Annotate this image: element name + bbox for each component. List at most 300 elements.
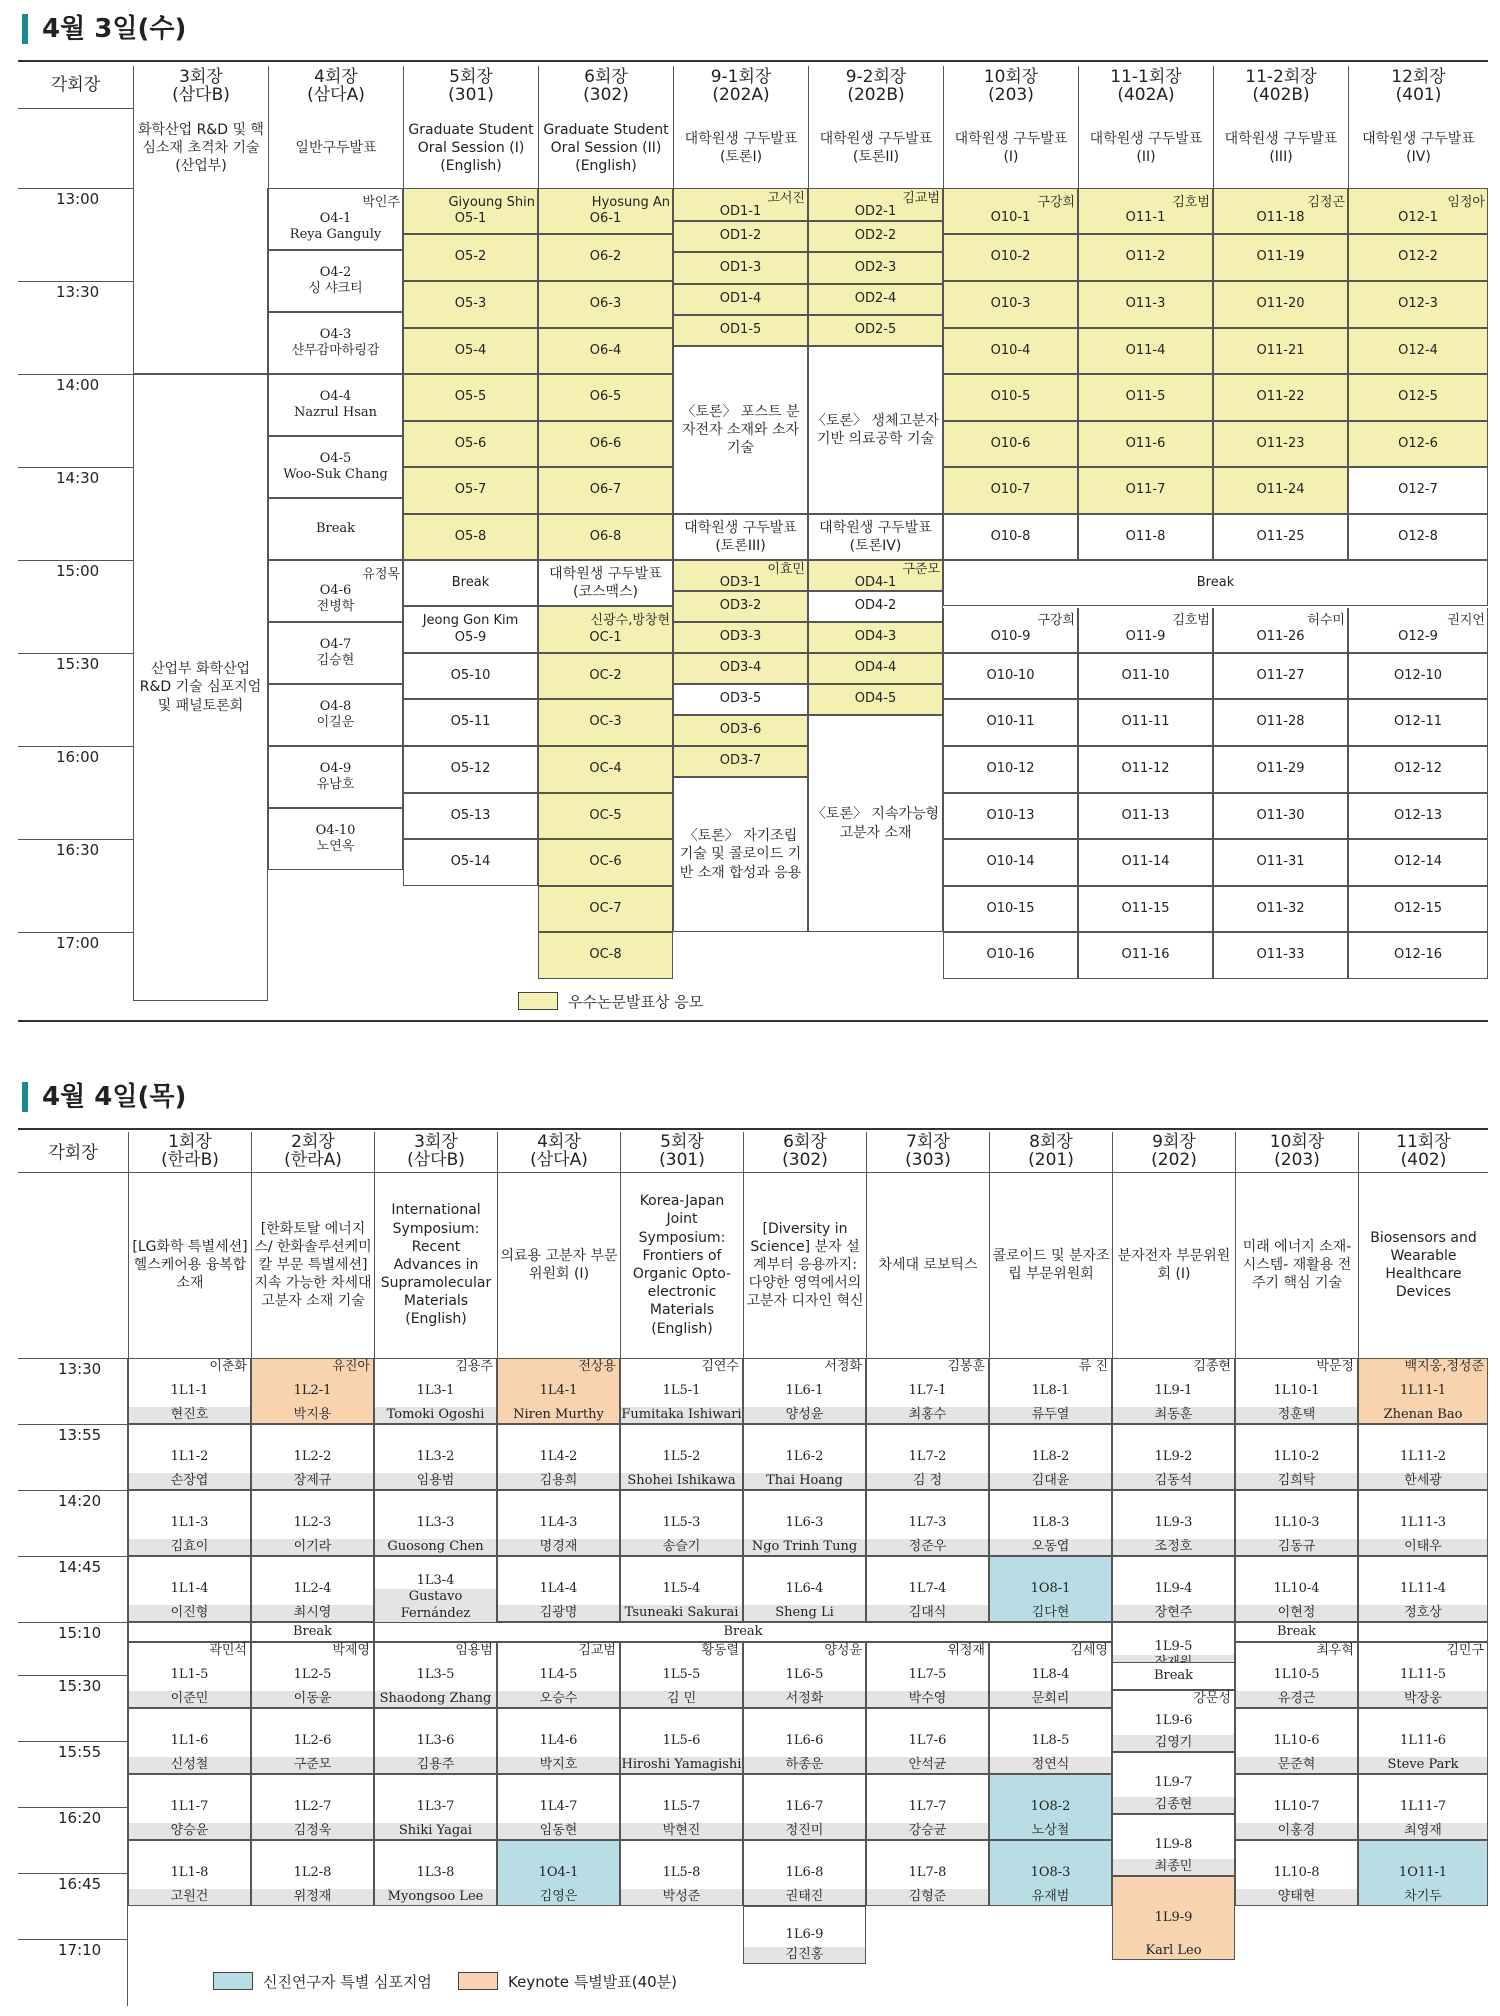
talk-cell — [1235, 1774, 1358, 1840]
time-line — [18, 1741, 128, 1742]
chair-name — [247, 1709, 250, 1725]
talk-cell: OD4-2 — [808, 591, 943, 622]
talk-cell — [1078, 281, 1213, 328]
room-name: 3회장 — [179, 67, 223, 88]
talk-code: O11-29 — [1256, 761, 1305, 777]
talk-cell — [1078, 886, 1213, 932]
talk-code: 1L10-4 — [1273, 1580, 1320, 1596]
talk-code: 1L8-1 — [1031, 1382, 1070, 1398]
chair-name — [985, 1491, 988, 1507]
talk-cell: OD4-5 — [808, 684, 943, 715]
talk-speaker: 김대식 — [867, 1605, 988, 1621]
talk-code: O11-16 — [1121, 947, 1170, 963]
room-sub: (삼다A) — [530, 1150, 588, 1170]
talk-cell — [620, 1556, 743, 1622]
talk-code: 1O11-1 — [1398, 1864, 1448, 1880]
room-topic: 차세대 로보틱스 — [866, 1172, 989, 1358]
room-header-9-2 — [808, 66, 943, 108]
talk-cell — [1348, 839, 1488, 886]
chair-name: 서정화 — [824, 1359, 862, 1374]
talk-cell — [1358, 1642, 1488, 1708]
talk-cell — [497, 1774, 620, 1840]
talk-code: O11-26 — [1256, 628, 1305, 644]
talk-cell — [866, 1642, 989, 1708]
talk-cell — [866, 1840, 989, 1906]
chair-name — [985, 1557, 988, 1573]
chair-name — [1108, 1557, 1111, 1573]
talk-code: O11-4 — [1125, 342, 1166, 358]
talk-cell — [743, 1358, 866, 1424]
talk-cell — [866, 1774, 989, 1840]
talk-cell — [268, 312, 403, 374]
talk-cell — [374, 1424, 497, 1490]
talk-speaker: 김광명 — [498, 1605, 619, 1621]
talk-cell — [1348, 606, 1488, 653]
talk-code: 1L6-1 — [785, 1382, 824, 1398]
talk-code: 1L6-2 — [785, 1448, 824, 1464]
talk-code: O10-16 — [986, 947, 1035, 963]
chair-name — [247, 1425, 250, 1441]
talk-cell — [989, 1642, 1112, 1708]
chair-name: 김용주 — [455, 1359, 493, 1374]
discussion-block: 〈토론〉 지속가능형 고분자 소재 — [808, 715, 943, 932]
talk-speaker: 강승균 — [867, 1823, 988, 1839]
talk-code: 1L11-2 — [1399, 1448, 1447, 1464]
talk-cell: OC-6 — [538, 839, 673, 886]
talk-code: O4-4 — [319, 388, 352, 404]
talk-cell: O5-4 — [403, 328, 538, 374]
talk-speaker: 김진홍 — [744, 1947, 865, 1963]
talk-cell — [251, 1708, 374, 1774]
break-cell: Break — [403, 560, 538, 606]
talk-speaker: 정훈택 — [1236, 1407, 1357, 1423]
talk-cell — [1235, 1840, 1358, 1906]
talk-code: 1L10-8 — [1273, 1864, 1320, 1880]
room-topic: 의료용 고분자 부문위원회 (I) — [497, 1172, 620, 1358]
talk-cell — [989, 1490, 1112, 1556]
talk-cell: OD1-5 — [673, 315, 808, 346]
talk-cell — [989, 1774, 1112, 1840]
talk-code: 1L1-2 — [170, 1448, 209, 1464]
talk-cell — [374, 1840, 497, 1906]
talk-cell — [128, 1840, 251, 1906]
chair-name — [862, 1841, 865, 1857]
chair-name — [1354, 1709, 1357, 1725]
chair-name — [616, 1425, 619, 1441]
talk-cell — [1213, 932, 1348, 979]
talk-speaker: 장현주 — [1113, 1605, 1234, 1621]
room-name: 7회장 — [906, 1132, 950, 1153]
talk-cell: OD3-3 — [673, 622, 808, 653]
talk-cell: O6-6 — [538, 421, 673, 467]
talk-code: O11-28 — [1256, 714, 1305, 730]
chair-name — [616, 1491, 619, 1507]
break-gap — [128, 1622, 251, 1642]
talk-code: 1L4-1 — [539, 1382, 578, 1398]
legend-swatch-yellow — [518, 992, 558, 1010]
talk-cell — [1213, 606, 1348, 653]
talk-cell: OD1-2 — [673, 221, 808, 252]
talk-cell — [268, 188, 403, 250]
room-name: 11-1회장 — [1110, 67, 1182, 88]
talk-speaker: 이태우 — [1359, 1539, 1487, 1555]
talk-code: O4-8 — [319, 698, 352, 714]
chair-name: 박문정 — [1316, 1359, 1354, 1374]
talk-speaker: Karl Leo — [1145, 1942, 1202, 1958]
chair-name — [1484, 1557, 1487, 1573]
talk-cell — [374, 1490, 497, 1556]
talk-code: 1L2-4 — [293, 1580, 332, 1596]
room-sub: (402) — [1400, 1150, 1447, 1170]
talk-cell — [1078, 467, 1213, 514]
talk-code: O4-1 — [319, 210, 352, 226]
talk-speaker: Nazrul Hsan — [294, 405, 377, 420]
chair-name: 이춘화 — [209, 1359, 247, 1374]
room-name: 4회장 — [314, 67, 358, 88]
talk-code: 1L5-5 — [662, 1666, 701, 1682]
talk-speaker: 박지호 — [498, 1757, 619, 1773]
chair-name — [862, 1775, 865, 1791]
chair-name — [370, 1425, 373, 1441]
break-cell: Break — [1112, 1662, 1235, 1690]
talk-speaker: Hiroshi Yamagishi — [621, 1756, 742, 1772]
talk-cell — [743, 1840, 866, 1906]
talk-code: O11-8 — [1125, 528, 1166, 544]
chair-name — [247, 1557, 250, 1573]
talk-speaker: 하종운 — [744, 1757, 865, 1773]
chair-name — [1108, 1491, 1111, 1507]
talk-code: O11-3 — [1125, 296, 1166, 312]
talk-cell — [251, 1840, 374, 1906]
chair-name — [1231, 1623, 1234, 1639]
talk-speaker: 박현진 — [621, 1823, 742, 1839]
talk-cell — [1078, 606, 1213, 653]
chair-name — [370, 1775, 373, 1791]
chair-name — [493, 1557, 496, 1573]
room-topic: Biosensors and Wearable Healthcare Devices — [1358, 1172, 1488, 1358]
talk-cell — [1235, 1642, 1358, 1708]
time-label: 15:30 — [58, 1677, 102, 1695]
talk-speaker: 김희탁 — [1236, 1473, 1357, 1489]
talk-code: OD4-1 — [854, 574, 897, 590]
talk-cell — [1348, 328, 1488, 374]
talk-speaker: 김다현 — [1031, 1604, 1070, 1620]
talk-code: O12-4 — [1398, 342, 1438, 358]
talk-code: 1L6-5 — [785, 1666, 824, 1682]
talk-code: 1L2-2 — [293, 1448, 332, 1464]
talk-cell — [1358, 1490, 1488, 1556]
talk-speaker: 정준우 — [867, 1539, 988, 1555]
talk-code: O4-3 — [319, 326, 352, 342]
talk-cell — [268, 746, 403, 808]
talk-code: 1L7-8 — [908, 1864, 947, 1880]
chair-name: 임용범 — [455, 1643, 493, 1658]
room-name: 11회장 — [1396, 1132, 1451, 1153]
room-name: 2회장 — [291, 1132, 335, 1153]
chair-name — [1108, 1841, 1111, 1857]
talk-code: 1O4-1 — [538, 1864, 579, 1880]
talk-code: O12-12 — [1393, 761, 1442, 777]
chair-name — [370, 1709, 373, 1725]
talk-speaker: 이준민 — [129, 1691, 250, 1707]
talk-code: 1L9-1 — [1154, 1382, 1193, 1398]
talk-speaker: 구준모 — [252, 1757, 373, 1773]
talk-cell — [1235, 1490, 1358, 1556]
talk-code: OD2-1 — [854, 203, 897, 219]
talk-code: O10-12 — [986, 761, 1035, 777]
chair-name: 김세영 — [1070, 1643, 1108, 1658]
talk-code: 1L2-5 — [293, 1666, 332, 1682]
talk-cell — [943, 653, 1078, 699]
talk-code: 1L11-1 — [1399, 1382, 1447, 1398]
room-topic: 대학원생 구두발표 (II) — [1078, 108, 1213, 188]
talk-speaker: 김종현 — [1113, 1797, 1234, 1813]
talk-code: 1L3-1 — [416, 1382, 455, 1398]
talk-cell: OD2-5 — [808, 315, 943, 346]
room-topic: 화학산업 R&D 및 핵심소재 초격차 기술 (산업부) — [133, 108, 268, 188]
chair-name — [985, 1775, 988, 1791]
chair-name: 백지웅,정성준 — [1404, 1359, 1484, 1374]
talk-cell — [1213, 653, 1348, 699]
room-topic: [한화토탈 에너지스/ 한화솔루션케미칼 부문 특별세션] 지속 가능한 차세대 고분자 소재 기술 — [251, 1172, 374, 1358]
talk-cell — [1348, 886, 1488, 932]
schedule-table-day1 — [18, 60, 1488, 1022]
talk-cell: O5-13 — [403, 793, 538, 839]
chair-name — [616, 1709, 619, 1725]
talk-code: O10-11 — [986, 714, 1035, 730]
talk-cell — [1112, 1622, 1235, 1662]
talk-code: 1L10-6 — [1273, 1732, 1320, 1748]
talk-cell — [943, 746, 1078, 793]
hour-line — [18, 281, 133, 282]
talk-code: O11-25 — [1256, 528, 1305, 544]
talk-cell — [989, 1556, 1112, 1622]
talk-code: O11-13 — [1121, 807, 1170, 823]
talk-cell — [1348, 234, 1488, 281]
room-header — [128, 1132, 251, 1172]
talk-speaker: 이홍경 — [1236, 1823, 1357, 1839]
talk-speaker: 김형준 — [867, 1889, 988, 1905]
talk-cell — [268, 684, 403, 746]
hour-line — [18, 746, 133, 747]
talk-code: O12-8 — [1398, 528, 1438, 544]
room-topic: Graduate Student Oral Session (II) (English) — [538, 108, 673, 188]
talk-cell — [1358, 1358, 1488, 1424]
talk-cell — [1078, 514, 1213, 560]
room-sub: (203) — [1274, 1150, 1320, 1170]
talk-cell — [989, 1840, 1112, 1906]
talk-speaker: 이길운 — [316, 715, 355, 730]
talk-cell: OC-8 — [538, 932, 673, 979]
talk-code: O12-15 — [1393, 900, 1442, 916]
talk-cell — [1078, 653, 1213, 699]
session-title: 대학원생 구두발표 (코스맥스) — [538, 560, 673, 606]
talk-cell — [497, 1490, 620, 1556]
chair-name — [247, 1841, 250, 1857]
legend-swatch-blue — [213, 1972, 253, 1990]
talk-cell: OD2-4 — [808, 284, 943, 315]
hour-line — [18, 374, 133, 375]
talk-code: 1L3-3 — [416, 1514, 455, 1530]
talk-cell — [1348, 514, 1488, 560]
chair-name: 박인주 — [362, 194, 400, 210]
talk-code: O4-10 — [315, 822, 356, 838]
talk-cell — [943, 421, 1078, 467]
talk-speaker: Ngo Trinh Tung — [744, 1539, 865, 1555]
room-header — [251, 1132, 374, 1172]
talk-code: O10-1 — [990, 210, 1031, 226]
schedule-table-day2 — [18, 1128, 1488, 2006]
talk-cell: OD3-7 — [673, 746, 808, 777]
talk-cell: O5-8 — [403, 514, 538, 560]
talk-code: 1L6-7 — [785, 1798, 824, 1814]
talk-code: 1L11-7 — [1399, 1798, 1447, 1814]
talk-code: O11-27 — [1256, 667, 1305, 683]
room-name: 6회장 — [783, 1132, 827, 1153]
chair-name: 김호범 — [1172, 613, 1210, 629]
talk-code: 1L9-7 — [1154, 1774, 1193, 1790]
room-name: 11-2회장 — [1245, 67, 1317, 88]
talk-cell — [620, 1642, 743, 1708]
talk-cell — [1348, 188, 1488, 234]
chair-name: 김종현 — [1193, 1359, 1231, 1374]
talk-cell — [1358, 1840, 1488, 1906]
talk-cell — [1078, 746, 1213, 793]
room-name: 1회장 — [168, 1132, 212, 1153]
talk-cell — [1348, 281, 1488, 328]
talk-cell — [1348, 746, 1488, 793]
talk-cell — [1348, 653, 1488, 699]
talk-code: 1L8-2 — [1031, 1448, 1070, 1464]
time-line — [18, 1675, 128, 1676]
talk-cell — [943, 374, 1078, 421]
room-header-5 — [403, 66, 538, 108]
talk-cell — [1213, 421, 1348, 467]
chair-name: 김교범 — [902, 190, 940, 206]
talk-cell: OC-4 — [538, 746, 673, 793]
talk-cell — [866, 1424, 989, 1490]
talk-cell — [1348, 932, 1488, 979]
talk-code: OD3-1 — [719, 574, 762, 590]
talk-code: O10-3 — [990, 296, 1031, 312]
time-line — [18, 1424, 128, 1425]
room-header — [743, 1132, 866, 1172]
talk-cell — [1235, 1424, 1358, 1490]
talk-code: O11-22 — [1256, 389, 1305, 405]
talk-speaker: Tsuneaki Sakurai — [621, 1605, 742, 1621]
talk-cell — [743, 1774, 866, 1840]
room-sub: (301) — [659, 1150, 705, 1170]
talk-code: O5-1 — [454, 211, 487, 226]
chair-name — [739, 1557, 742, 1573]
time-label: 15:00 — [56, 562, 100, 580]
talk-code: 1L5-6 — [662, 1732, 701, 1748]
room-sub: (삼다A) — [307, 85, 365, 105]
chair-name: 김봉훈 — [947, 1359, 985, 1374]
room-header-12 — [1348, 66, 1488, 108]
talk-code: 1L6-4 — [785, 1580, 824, 1596]
chair-name — [1354, 1775, 1357, 1791]
talk-code: O12-10 — [1393, 667, 1442, 683]
talk-speaker: 샨무감마하링감 — [291, 343, 380, 358]
talk-cell: O5-5 — [403, 374, 538, 421]
talk-cell — [128, 1642, 251, 1708]
talk-cell: O5-11 — [403, 699, 538, 746]
chair-name — [862, 1709, 865, 1725]
talk-cell — [1112, 1752, 1235, 1814]
talk-speaker: 오승수 — [498, 1691, 619, 1707]
chair-name — [1231, 1557, 1234, 1573]
talk-speaker: Myongsoo Lee — [375, 1889, 496, 1905]
talk-cell — [497, 1424, 620, 1490]
talk-speaker: 김대윤 — [990, 1473, 1111, 1489]
talk-code: 1L4-6 — [539, 1732, 578, 1748]
chair-name — [862, 1491, 865, 1507]
chair-name — [739, 1841, 742, 1857]
time-label: 13:55 — [58, 1426, 102, 1444]
talk-code: 1L1-8 — [170, 1864, 209, 1880]
talk-code: O12-3 — [1398, 296, 1438, 312]
talk-code: O10-9 — [990, 628, 1031, 644]
room-sub: (302) — [583, 85, 629, 105]
talk-code: O12-5 — [1398, 389, 1438, 405]
time-label: 17:10 — [58, 1941, 102, 1959]
talk-cell — [1078, 234, 1213, 281]
chair-name: 류 진 — [1078, 1359, 1108, 1374]
chair-name: 구준모 — [902, 561, 940, 577]
chair-name: 김호범 — [1172, 194, 1210, 210]
talk-speaker: 최홍수 — [867, 1407, 988, 1423]
talk-code: 1L7-2 — [908, 1448, 947, 1464]
talk-code: 1L6-6 — [785, 1732, 824, 1748]
room-name: 9-2회장 — [845, 67, 907, 88]
talk-speaker: Niren Murthy — [513, 1406, 604, 1422]
talk-speaker: 권태진 — [744, 1889, 865, 1905]
room-topic: 일반구두발표 — [268, 108, 403, 188]
talk-code: O12-13 — [1393, 807, 1442, 823]
time-line — [18, 1807, 128, 1808]
talk-cell — [374, 1642, 497, 1708]
talk-cell — [538, 188, 673, 234]
talk-code: 1L4-4 — [539, 1580, 578, 1596]
talk-code: O10-10 — [986, 667, 1035, 683]
talk-cell — [1348, 699, 1488, 746]
talk-cell — [620, 1358, 743, 1424]
talk-cell: OD3-2 — [673, 591, 808, 622]
talk-speaker: 한세광 — [1359, 1473, 1487, 1489]
talk-cell — [268, 808, 403, 870]
talk-cell — [620, 1840, 743, 1906]
chair-name — [739, 1709, 742, 1725]
section-title-day2: 4월 4일(목) — [22, 1082, 186, 1112]
talk-cell — [403, 188, 538, 234]
time-label: 14:20 — [58, 1492, 102, 1510]
talk-code: 1L9-9 — [1154, 1909, 1193, 1925]
talk-code: 1L3-5 — [416, 1666, 455, 1682]
talk-code: O6-1 — [589, 211, 622, 226]
chair-name: 고서진 — [767, 190, 805, 206]
talk-speaker: 이기라 — [252, 1539, 373, 1555]
room-topic: Korea-Japan Joint Symposium: Frontiers of Organic Opto-electronic Materials (English) — [620, 1172, 743, 1358]
talk-code: 1L2-8 — [293, 1864, 332, 1880]
talk-speaker: 유재범 — [1031, 1888, 1070, 1904]
talk-code: 1L3-6 — [416, 1732, 455, 1748]
talk-cell — [251, 1642, 374, 1708]
talk-code: O10-5 — [990, 389, 1031, 405]
talk-cell — [743, 1642, 866, 1708]
talk-cell: OD3-6 — [673, 715, 808, 746]
talk-speaker: 정호상 — [1359, 1605, 1487, 1621]
